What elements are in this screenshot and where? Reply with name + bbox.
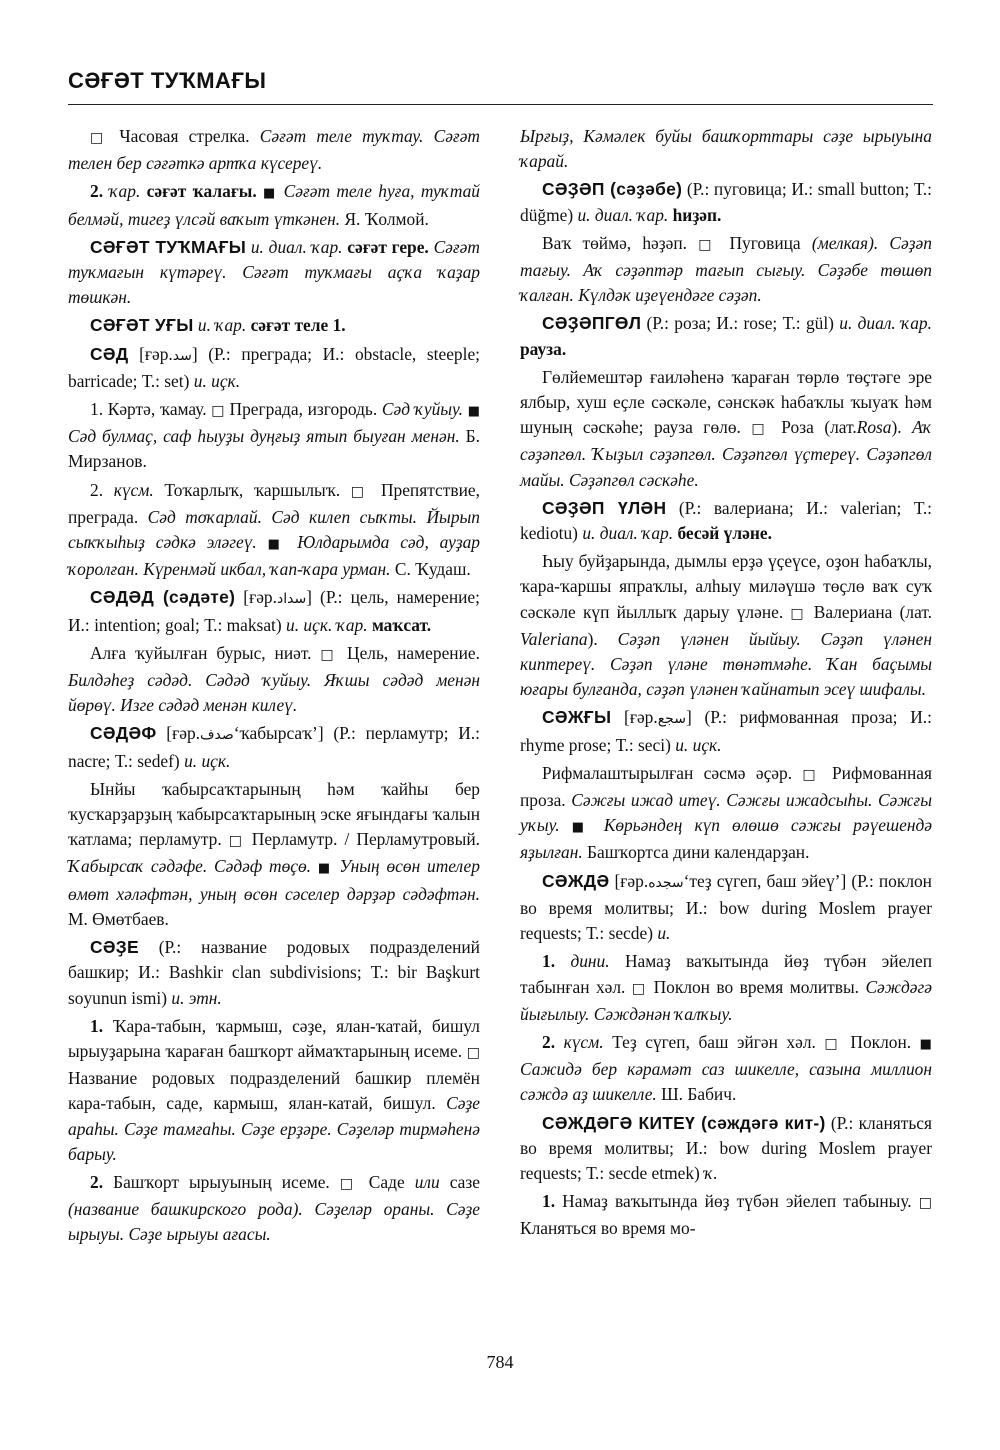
entry-continuation-1: □ Часовая стрелка. Сәғәт теле туҡтау. Сәғәт телен бер сәғәткә артҡа күсереү.: [68, 126, 480, 174]
page-number: 784: [486, 1352, 514, 1372]
entry-sad-sense-1: 1. Кәртә, ҡамау. □ Преграда, изгородь. Сәд ҡуйыу. ■ Сәд булмаҫ, саф һыуҙы дуңғыҙ ятып быуған менән. Б. Мирзанов.: [68, 399, 481, 472]
arabic-etymon: سجع: [657, 711, 686, 728]
entry-sadaf-def: Ынйы ҡабырсаҡтарының һәм ҡайһы бер ҡусҡарҙарҙың ҡабырсаҡтарының эске яғындағы ҡалын ҡатлама; перламутр. □ Перламутр. / Перламутровый. Ҡабырсаҡ сәдәфе. Сәдәф төҫө. ■ Уның өсөн ителер өмөт хәләфтән, уның өсөн сәселер дәрҙәр сәдәфтән. М. Өмөтбаев.: [68, 778, 480, 929]
entry-sadaf: СӘДӘФ [ғәр.صدف‘ҡабырсаҡ’] (Р.: перламутр; И.: nacre; Т.: sedef) и. иҫк.: [68, 723, 480, 771]
running-head: СӘҒӘТ ТУҠМАҒЫ: [68, 68, 267, 93]
open-square-icon: □: [228, 833, 245, 850]
headword: СӘҒӘТ ТУҠМАҒЫ: [90, 236, 247, 257]
entry-sad: СӘД [ғәр.سد] (Р.: преграда; И.: obstacle, steeple; barricade; Т.: set) и. иҫк.: [68, 343, 480, 391]
open-square-icon: □: [698, 236, 719, 253]
arabic-etymon: صدف: [199, 727, 234, 744]
entry-sadapgol-def: Гөлйемештәр ғаиләһенә ҡараған төрлө төҫтәге эре ялбыр, хуш еҫле сәскәле, сәнскәк һабаҡлы ҡыуаҡ һәм шуның сәскәһе; рауза гөлө. □ Роза (лат.Rosa). Аҡ сәҙәпгөл. Ҡыҙыл сәҙәпгөл. Сәҙәпгөл үҫтереү. Сәҙәпгөл майы. Сәҙәпгөл сәскәһе.: [520, 366, 932, 490]
headword: СӘДӘФ: [90, 723, 157, 744]
headword: СӘҒӘТ УҒЫ: [90, 315, 194, 336]
entry-sadap-ulan-def: Һыу буйҙарында, дымлы ерҙә үҫеүсе, оҙон һабаҡлы, ҡара-ҡаршы япраҡлы, алһыу миләүшә төҫлө ваҡ суҡ сәскәле күп йыллыҡ дарыу үләне. □ Валериана (лат. Valeriana). Сәҙәп үләнен йыйыу. Сәҙәп үләнен киптереү. Сәҙәп үләне төнәтмәһе. Ҡан баҫымы юғары булғанда, сәҙәп үләнен ҡайнатып эсеү шифалы.: [520, 551, 932, 700]
arabic-etymon: سداد: [276, 591, 307, 608]
entry-sagat-ugy: СӘҒӘТ УҒЫ и. ҡар. сәғәт теле 1.: [90, 315, 346, 336]
entry-sagat-tukmagy: СӘҒӘТ ТУҠМАҒЫ и. диал. ҡар. сәғәт гере. Сәғәт туҡмағын күтәреү. Сәғәт туҡмағы аҫҡа ҡаҙар төшкән.: [68, 236, 480, 308]
headword: СӘДӘД (сәдәте): [90, 587, 236, 608]
headword: СӘЖДӘГӘ КИТЕҮ (сәждәгә кит-): [542, 1112, 826, 1133]
open-square-icon: □: [466, 1044, 480, 1061]
filled-square-icon: ■: [267, 537, 287, 553]
entry-sadapgol: СӘҘӘПГӨЛ (Р.: роза; И.: rose; Т.: gül) и. диал. ҡар. рауза.: [520, 313, 932, 359]
entry-sadap-def: Ваҡ төймә, һәҙәп. □ Пуговица (мелкая). Сәҙәп тағыу. Аҡ сәҙәптәр тағып сығыу. Сәҙәбе төшөп ҡалған. Күлдәк иҙеүендәге сәҙәп.: [520, 232, 932, 306]
entry-sade-sense-2: 2. Башҡорт ырыуының исеме. □ Саде или сазе (название башкирского рода). Сәҙеләр ораны. Сәҙе ырыуы. Сәҙе ырыуы ағасы.: [68, 1171, 480, 1245]
entry-sajdaga-kiteu-sense-1: 1. Намаҙ ваҡытында йөҙ түбән эйелеп табыныу. □ Кланяться во время мо-: [520, 1191, 932, 1239]
filled-square-icon: ■: [263, 186, 278, 202]
arabic-etymon: سجده: [648, 874, 684, 891]
filled-square-icon: ■: [317, 861, 333, 877]
entry-sade-sense-1: 1. Ҡара-табын, ҡармыш, сәҙе, ялан-ҡатай, бишул ырыуҙарына ҡараған башҡорт аймаҡтарының исеме. □ Название родовых подразделений башкир племён кара-табын, саде, кармыш, ялан-катай, бишул. Сәҙе араһы. Сәҙе тамғаһы. Сәҙе ерҙәре. Сәҙеләр тирмәһенә барыу.: [68, 1015, 480, 1164]
entry-sadap-ulan: СӘҘӘП ҮЛӘН (Р.: валериана; И.: valerian; Т.: kediotu) и. диал. ҡар. бесәй үләне.: [520, 497, 932, 544]
left-column: [68, 124, 480, 1251]
entry-sajda-sense-2: 2. күсм. Теҙ сүгеп, баш эйгән хәл. □ Поклон. ■ Сажидә бер кәрамәт саз шикелле, сазына миллион сәждә аҙ шикелле. Ш. Бабич.: [520, 1031, 932, 1105]
open-square-icon: □: [824, 1035, 842, 1052]
headword: СӘҘӘП ҮЛӘН: [542, 497, 667, 518]
filled-square-icon: ■: [467, 404, 481, 420]
headword: СӘҘЕ: [90, 937, 139, 958]
entry-sajda-sense-1: 1. дини. Намаҙ ваҡытында йөҙ түбән эйелеп табынған хәл. □ Поклон во время молитвы. Сәждәгә йығылыу. Сәждәнән ҡалҡыу.: [520, 951, 933, 1024]
open-square-icon: □: [320, 646, 339, 663]
open-square-icon: □: [790, 605, 807, 622]
entry-sad-sense-2: 2. күсм. Тоҡарлыҡ, ҡаршылыҡ. □ Препятствие, преграда. Сәд тоҡарлай. Сәд килеп сыҡты. Йырып сыҡҡыһыҙ сәдкә эләгеү. ■ Юлдарымда сәд, ауҙар ҡоролған. Күренмәй икбал, ҡап-ҡара урман. С. Ҡудаш.: [68, 479, 480, 580]
headword: СӘД: [90, 343, 129, 364]
open-square-icon: □: [751, 421, 771, 438]
entry-sajgy: СӘЖҒЫ [ғәр.سجع] (Р.: рифмованная проза; И.: rhyme prose; Т.: seci) и. иҫк.: [520, 707, 932, 755]
page-header: [68, 68, 933, 105]
filled-square-icon: ■: [571, 820, 592, 836]
open-square-icon: □: [350, 483, 371, 500]
open-square-icon: □: [90, 130, 110, 146]
headword: СӘЖДӘ: [542, 870, 610, 891]
entry-sadad-def: Алға ҡуйылған бурыс, ниәт. □ Цель, намерение. Билдәһеҙ сәдәд. Сәдәд ҡуйыу. Яҡшы сәдәд менән йөрөү. Изге сәдәд менән килеү.: [68, 642, 480, 716]
entry-sadad: СӘДӘД (сәдәте) [ғәр.سداد] (Р.: цель, намерение; И.: intention; goal; Т.: maksat) и. иҫк. ҡар. маҡсат.: [68, 587, 480, 635]
headword: СӘҘӘП (сәҙәбе): [542, 179, 683, 200]
filled-square-icon: ■: [919, 1036, 932, 1052]
open-square-icon: □: [802, 766, 822, 783]
entry-sade: СӘҘЕ (Р.: название родовых подразделений башкир; И.: Bashkir clan subdivisions; Т.: bir Başkurt soyunun ismi) и. этн.: [68, 937, 480, 1008]
entry-sajda: СӘЖДӘ [ғәр.سجده‘теҙ сүгеп, баш эйеү’] (Р.: поклон во время молитвы; И.: bow during Moslem prayer requests; Т.: secde) и.: [520, 870, 932, 944]
right-column: [520, 124, 932, 1245]
entry-sadap: СӘҘӘП (сәҙәбе) (Р.: пуговица; И.: small button; Т.: düğme) и. диал. ҡар. һиҙәп.: [520, 179, 932, 225]
headword: СӘЖҒЫ: [542, 707, 612, 728]
open-square-icon: □: [631, 980, 648, 997]
open-square-icon: □: [211, 403, 225, 420]
arabic-etymon: سد: [172, 347, 192, 364]
open-square-icon: □: [339, 1175, 359, 1192]
entry-continuation-2: Ырғыҙ, Кәмәлек буйы башҡорттары сәҙе ырыуына ҡарай.: [520, 126, 932, 172]
headword: СӘҘӘПГӨЛ: [542, 313, 642, 334]
entry-sajdaga-kiteu: СӘЖДӘГӘ КИТЕҮ (сәждәгә кит-) (Р.: кланяться во время молитвы; И.: bow during Moslem prayer requests; Т.: secde etmek) ҡ.: [520, 1112, 932, 1183]
open-square-icon: □: [918, 1195, 932, 1212]
entry-sajgy-def: Рифмалаштырылған сәсмә әҫәр. □ Рифмованная проза. Сәжғы ижад итеү. Сәжғы ижадсыһы. Сәжғы уҡыу. ■ Көрьәндең күп өлөшө сәжғы рәүешендә яҙылған. Башҡортса дини календарҙан.: [520, 762, 932, 863]
sense-2: 2. ҡар. сәғәт ҡалағы. ■ Сәғәт теле һуға, туҡтай белмәй, тигеҙ үлсәй ваҡыт үткәнен. Я. Ҡолмой.: [68, 181, 480, 229]
